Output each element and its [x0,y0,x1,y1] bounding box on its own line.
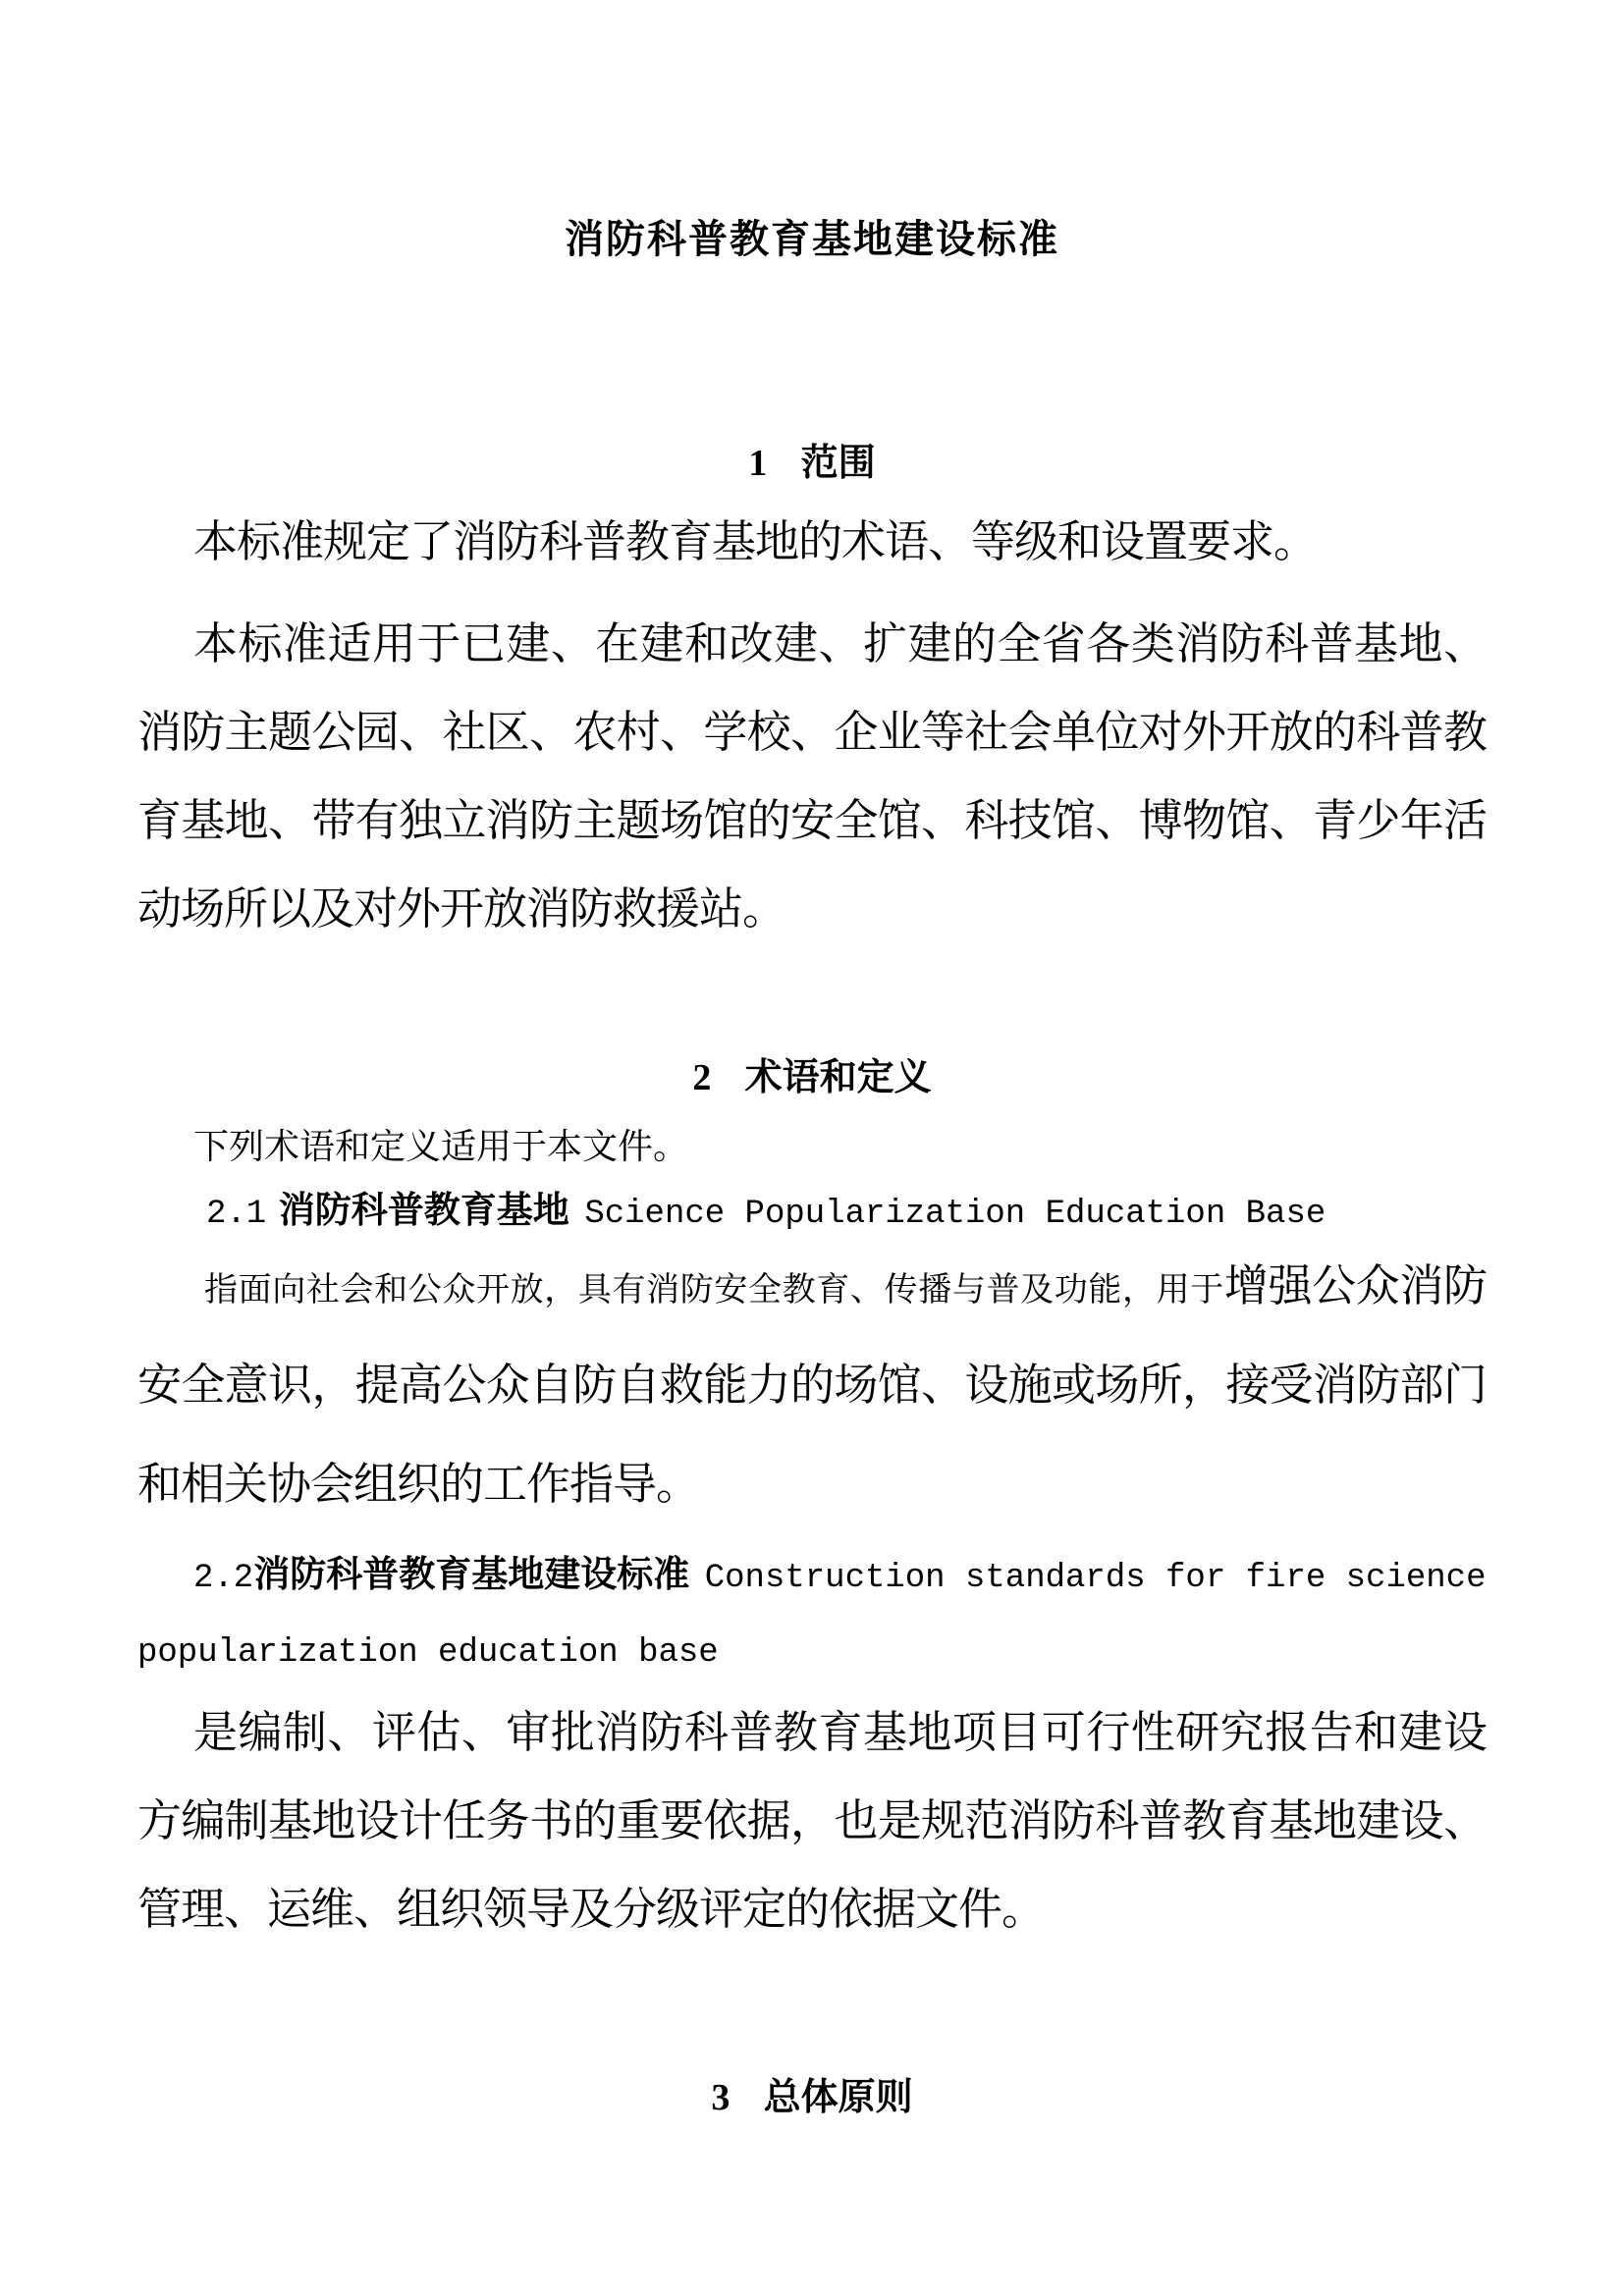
section-3-title: 总体原则 [763,2077,913,2119]
term-2-1-number: 2.1 [206,1196,267,1234]
term-2-2-number: 2.2 [193,1560,254,1598]
section-2-number: 2 [692,1057,712,1099]
section-2-heading [137,1054,1487,1102]
document-title: 消防科普教育基地建设标准 [565,217,1059,261]
term-2-1-chinese-name: 消防科普教育基地 [278,1190,569,1231]
section-1-heading [137,440,1487,488]
term-2-2-definition: 是编制、评估、审批消防科普教育基地项目可行性研究报告和建设方编制基地设计任务书的重要依据，也是规范消防科普教育基地建设、管理、运维、组织领导及分级评定的依据文件。 [137,1707,1487,1935]
term-2-1-english-name: Science Popularization Education Base [584,1196,1326,1234]
section-1-title: 范围 [800,443,876,484]
term-2-1-definition-lead: 指面向社会和公众开放，具有消防安全教育、传播与普及功能，用于 [204,1271,1224,1309]
section-3-number: 3 [711,2077,731,2119]
term-2-1-definition [137,1242,1487,1539]
term-2-2-english-name: Construction standards for fire science popularization education base [137,1560,1487,1673]
section-3-heading [137,2074,1487,2122]
section-1-number: 1 [748,443,768,484]
scope-paragraph-2: 本标准适用于已建、在建和改建、扩建的全省各类消防科普基地、消防主题公园、社区、农村、学校、企业等社会单位对外开放的科普教育基地、带有独立消防主题场馆的安全馆、科技馆、博物馆、青少年活动场所以及对外开放消防救援站。 [137,618,1487,934]
term-2-1-definition-rest: 增强公众消防安全意识，提高公众自防自救能力的场馆、设施或场所，接受消防部门和相关协会组织的工作指导。 [137,1260,1487,1510]
term-2-2-chinese-name: 消防科普教育基地建设标准 [253,1554,690,1595]
scope-paragraph-1: 本标准规定了消防科普教育基地的术语、等级和设置要求。 [193,516,1318,567]
term-2-2-headline [137,1539,1487,1688]
term-2-1-headline [137,1181,1487,1242]
terms-intro-line: 下列术语和定义适用于本文件。 [193,1126,689,1166]
section-2-title: 术语和定义 [744,1057,932,1099]
